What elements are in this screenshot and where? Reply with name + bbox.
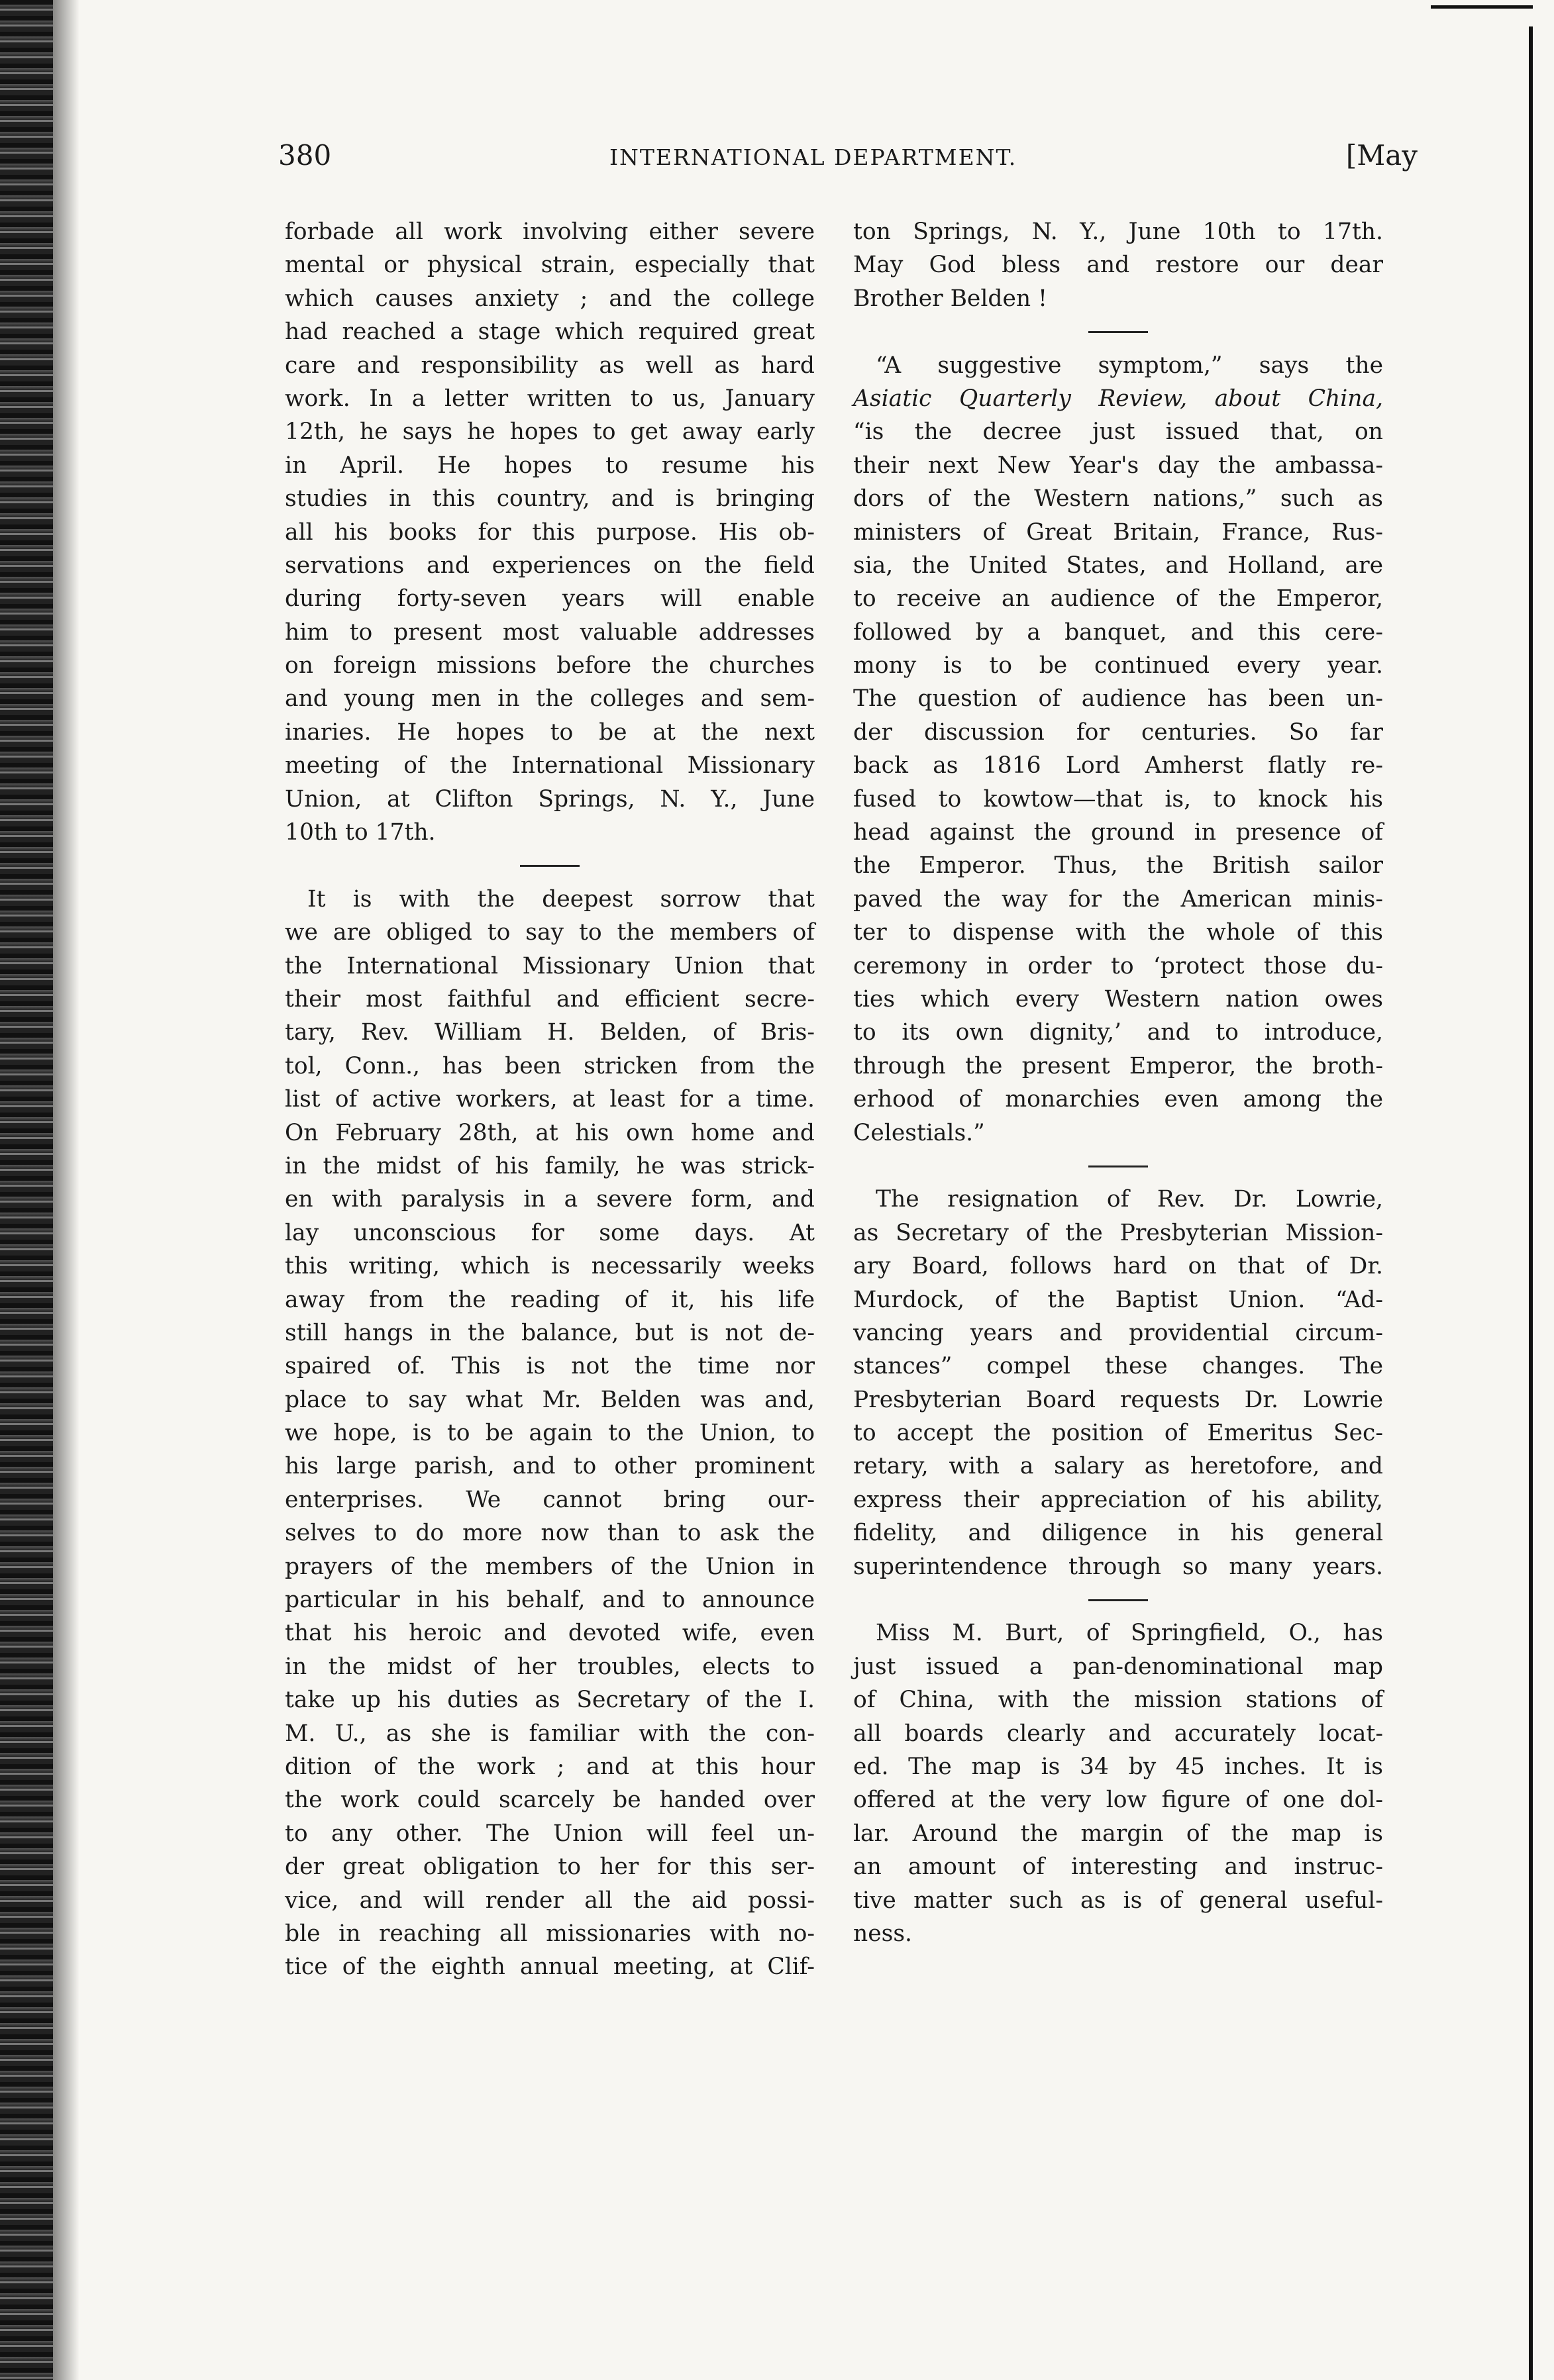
text-line: Celestials.”: [853, 1119, 985, 1146]
left-column: [285, 215, 815, 1984]
text-line: in the midst of her troubles, elects to: [285, 1653, 815, 1680]
page-number: 380: [278, 139, 332, 172]
text-line: der discussion for centuries. So far: [853, 719, 1383, 746]
text-line: vice, and will render all the aid possi-: [285, 1887, 815, 1914]
text-line: as Secretary of the Presbyterian Mission-: [853, 1219, 1383, 1246]
text-line: servations and experiences on the field: [285, 552, 815, 579]
text-line: Miss M. Burt, of Springfield, O., has: [876, 1620, 1383, 1647]
text-line: dition of the work ; and at this hour: [285, 1753, 815, 1780]
text-line: that his heroic and devoted wife, even: [285, 1620, 815, 1647]
text-line: express their appreciation of his ability,: [853, 1486, 1383, 1513]
text-line: the Emperor. Thus, the British sailor: [853, 852, 1383, 879]
text-line: Asiatic Quarterly Review, about China,: [853, 385, 1383, 412]
text-line: ceremony in order to ‘protect those du-: [853, 952, 1383, 979]
text-line: him to present most valuable addresses: [285, 619, 815, 646]
text-line: ary Board, follows hard on that of Dr.: [853, 1253, 1383, 1280]
text-line: the work could scarcely be handed over: [285, 1787, 815, 1814]
text-line: mental or physical strain, especially that: [285, 252, 815, 279]
text-line: head against the ground in presence of: [853, 819, 1383, 846]
text-line: retary, with a salary as heretofore, and: [853, 1453, 1383, 1480]
month-mark: [May: [1345, 139, 1418, 172]
text-line: “is the decree just issued that, on: [853, 419, 1383, 446]
text-line: which causes anxiety ; and the college: [285, 285, 815, 312]
text-line: we hope, is to be again to the Union, to: [285, 1420, 815, 1447]
text-line: ties which every Western nation owes: [853, 985, 1383, 1013]
text-line: fidelity, and diligence in his general: [853, 1520, 1383, 1547]
text-line: mony is to be continued every year.: [853, 652, 1383, 679]
text-line: still hangs in the balance, but is not de-: [285, 1319, 815, 1346]
text-line: ministers of Great Britain, France, Rus-: [853, 519, 1383, 546]
text-line: in the midst of his family, he was strick-: [285, 1152, 815, 1179]
text-line: list of active workers, at least for a time.: [285, 1086, 815, 1113]
text-line: It is with the deepest sorrow that: [307, 885, 815, 913]
text-line: to its own dignity,’ and to introduce,: [853, 1019, 1383, 1046]
text-line: tive matter such as is of general useful-: [853, 1887, 1383, 1914]
text-line: we are obliged to say to the members of: [285, 919, 815, 946]
text-line: followed by a banquet, and this cere-: [853, 619, 1383, 646]
text-line: take up his duties as Secretary of the I.: [285, 1687, 815, 1714]
section-divider: [853, 1150, 1383, 1183]
page-header: [278, 139, 1418, 185]
text-line: studies in this country, and is bringing: [285, 485, 815, 513]
running-head: INTERNATIONAL DEPARTMENT.: [609, 144, 1017, 170]
text-line: ble in reaching all missionaries with no-: [285, 1920, 815, 1947]
text-line: inaries. He hopes to be at the next: [285, 719, 815, 746]
text-line: selves to do more now than to ask the: [285, 1520, 815, 1547]
text-line: forbade all work involving either severe: [285, 219, 815, 245]
text-line: to any other. The Union will feel un-: [285, 1820, 815, 1847]
text-line: to accept the position of Emeritus Sec-: [853, 1420, 1383, 1447]
text-line: their next New Year's day the ambassa-: [853, 452, 1383, 479]
text-line: in April. He hopes to resume his: [285, 452, 815, 479]
text-line: on foreign missions before the churches: [285, 652, 815, 679]
text-line: fused to kowtow—that is, to knock his: [853, 785, 1383, 813]
page-border-right: [1529, 26, 1533, 2380]
text-line: sia, the United States, and Holland, are: [853, 552, 1383, 579]
text-line: stances” compel these changes. The: [853, 1353, 1383, 1380]
text-line: and young men in the colleges and sem-: [285, 685, 815, 713]
text-line: Presbyterian Board requests Dr. Lowrie: [853, 1386, 1383, 1413]
text-line: particular in his behalf, and to announce: [285, 1587, 815, 1614]
text-line: tary, Rev. William H. Belden, of Bris-: [285, 1019, 815, 1046]
text-line: tice of the eighth annual meeting, at Clif-: [285, 1954, 815, 1981]
text-line: prayers of the members of the Union in: [285, 1553, 815, 1580]
text-line: during forty-seven years will enable: [285, 585, 815, 613]
text-line: place to say what Mr. Belden was and,: [285, 1386, 815, 1413]
text-line: M. U., as she is familiar with the con-: [285, 1720, 815, 1747]
text-line: superintendence through so many years.: [853, 1553, 1383, 1580]
page-border-top: [1431, 5, 1533, 9]
text-line: Murdock, of the Baptist Union. “Ad-: [853, 1286, 1383, 1313]
text-line: his large parish, and to other prominent: [285, 1453, 815, 1480]
text-line: all his books for this purpose. His ob-: [285, 519, 815, 546]
text-line: had reached a stage which required great: [285, 319, 815, 346]
scan-shadow: [53, 0, 79, 2380]
text-line: of China, with the mission stations of: [853, 1687, 1383, 1714]
text-line: paved the way for the American minis-: [853, 885, 1383, 913]
text-line: away from the reading of it, his life: [285, 1286, 815, 1313]
text-line: ter to dispense with the whole of this: [853, 919, 1383, 946]
text-line: dors of the Western nations,” such as: [853, 485, 1383, 513]
text-line: their most faithful and efficient secre-: [285, 985, 815, 1013]
scan-binding-edge: [0, 0, 53, 2380]
text-line: May God bless and restore our dear: [853, 252, 1383, 279]
text-line: offered at the very low figure of one dol-: [853, 1787, 1383, 1814]
text-line: the International Missionary Union that: [285, 952, 815, 979]
text-line: all boards clearly and accurately locat-: [853, 1720, 1383, 1747]
section-divider: [285, 849, 815, 882]
text-line: The question of audience has been un-: [853, 685, 1383, 713]
text-line: this writing, which is necessarily weeks: [285, 1253, 815, 1280]
text-line: spaired of. This is not the time nor: [285, 1353, 815, 1380]
text-line: an amount of interesting and instruc-: [853, 1854, 1383, 1881]
text-line: back as 1816 Lord Amherst flatly re-: [853, 752, 1383, 779]
text-line: On February 28th, at his own home and: [285, 1119, 815, 1146]
text-line: tol, Conn., has been stricken from the: [285, 1052, 815, 1079]
text-line: work. In a letter written to us, January: [285, 385, 815, 412]
right-column: [853, 215, 1383, 1950]
text-line: care and responsibility as well as hard: [285, 352, 815, 379]
text-line: The resignation of Rev. Dr. Lowrie,: [876, 1186, 1383, 1213]
text-line: vancing years and providential circum-: [853, 1319, 1383, 1346]
section-divider: [853, 315, 1383, 348]
text-line: meeting of the International Missionary: [285, 752, 815, 779]
text-line: 10th to 17th.: [285, 819, 436, 846]
text-line: enterprises. We cannot bring our-: [285, 1486, 815, 1513]
text-line: through the present Emperor, the broth-: [853, 1052, 1383, 1079]
text-line: Union, at Clifton Springs, N. Y., June: [285, 785, 815, 813]
text-line: erhood of monarchies even among the: [853, 1086, 1383, 1113]
text-line: der great obligation to her for this ser-: [285, 1854, 815, 1881]
text-line: ness.: [853, 1920, 913, 1947]
text-line: lar. Around the margin of the map is: [853, 1820, 1383, 1847]
text-line: just issued a pan-denominational map: [853, 1653, 1383, 1680]
text-line: ton Springs, N. Y., June 10th to 17th.: [853, 219, 1383, 245]
text-line: 12th, he says he hopes to get away early: [285, 419, 815, 446]
text-line: to receive an audience of the Emperor,: [853, 585, 1383, 613]
text-line: Brother Belden !: [853, 285, 1047, 312]
text-line: lay unconscious for some days. At: [285, 1219, 815, 1246]
text-line: en with paralysis in a severe form, and: [285, 1186, 815, 1213]
text-line: “A suggestive symptom,” says the: [876, 352, 1383, 379]
text-line: ed. The map is 34 by 45 inches. It is: [853, 1753, 1383, 1780]
section-divider: [853, 1583, 1383, 1616]
